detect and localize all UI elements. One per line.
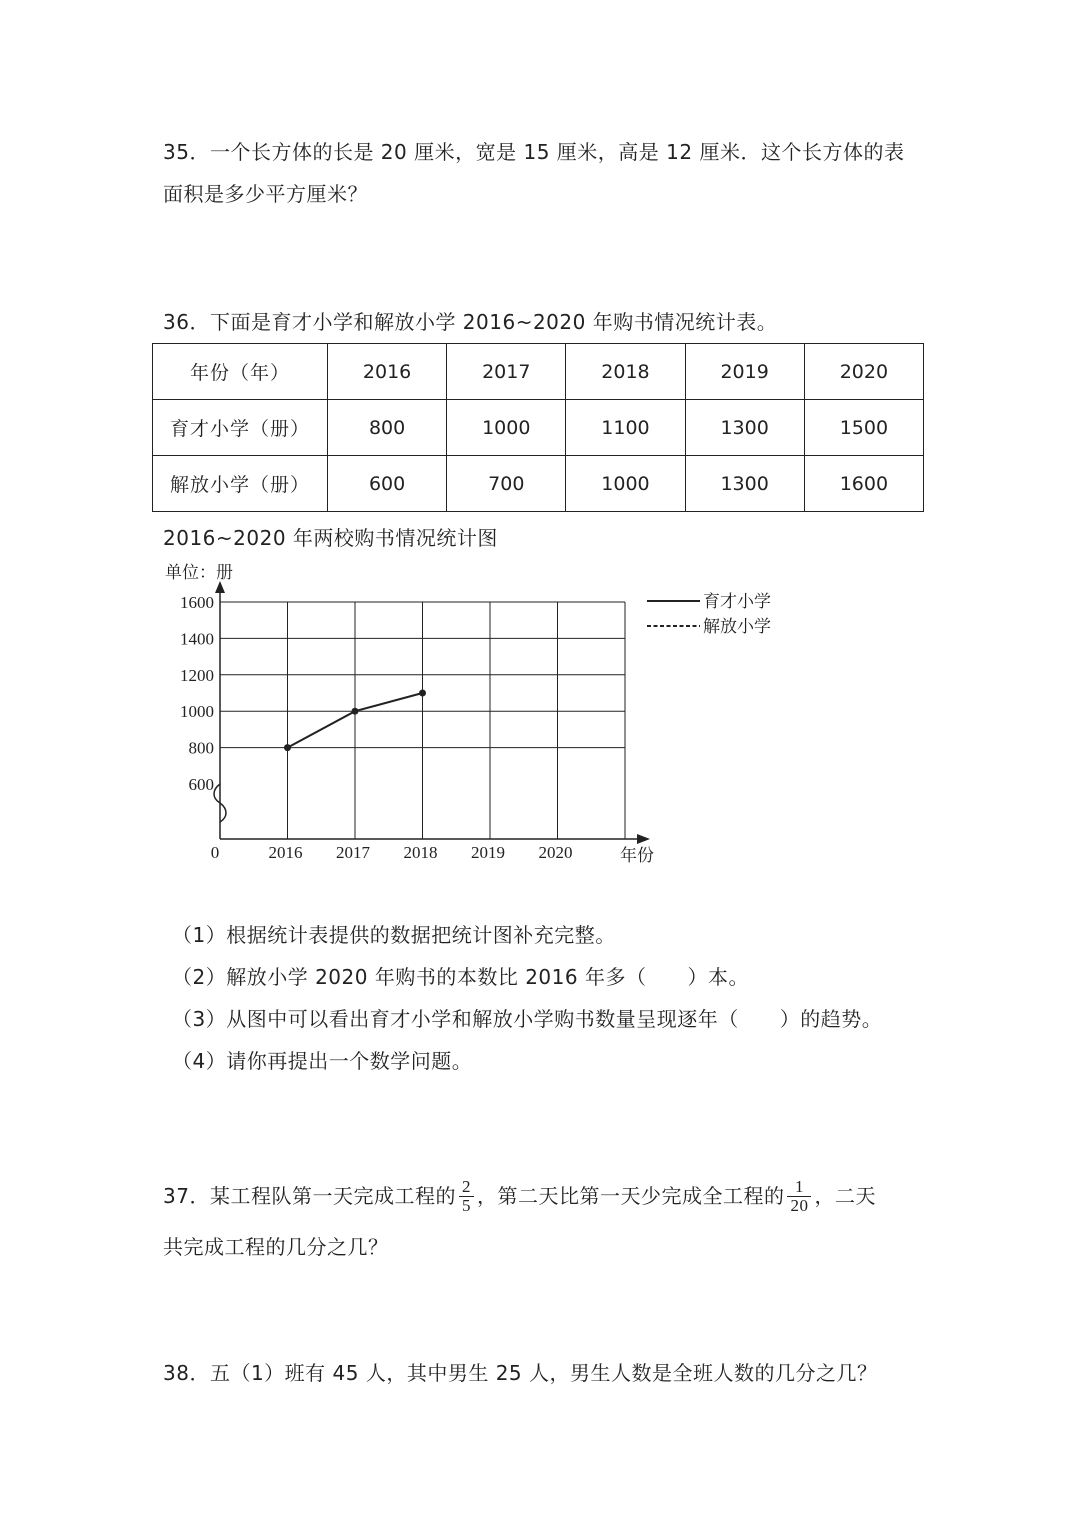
q37-line2: 共完成工程的几分之几？ [163,1235,389,1259]
purchase-stats-table [152,343,924,512]
table-cell: 1500 [804,400,923,456]
data-point [352,708,359,715]
table-cell: 2018 [566,344,685,400]
table-cell: 2017 [447,344,566,400]
table-cell: 600 [328,456,447,512]
q36-sub1: （1）根据统计表提供的数据把统计图补充完整。 [172,923,616,947]
table-cell: 2020 [804,344,923,400]
table-cell: 1600 [804,456,923,512]
x-axis-arrow [637,834,650,844]
data-point [419,690,426,697]
q35-line1: 35．一个长方体的长是 20 厘米，宽是 15 厘米，高是 12 厘米．这个长方体的表 [163,140,905,164]
table-cell: 1100 [566,400,685,456]
chart-title: 2016~2020 年两校购书情况统计图 [163,526,498,550]
legend-label: 育才小学 [703,592,771,612]
table-cell: 2016 [328,344,447,400]
fraction-denominator: 20 [787,1196,811,1215]
x-tick-labels [269,843,573,862]
chart-grid [220,602,625,839]
table-row [153,456,924,512]
q36-sub4: （4）请你再提出一个数学问题。 [172,1049,473,1073]
origin-label: 0 [210,843,220,862]
x-tick-label: 2017 [336,843,370,862]
q37-text-b: ，第二天比第一天少完成全工程的 [476,1184,785,1208]
table-cell: 2019 [685,344,804,400]
table-header-row [153,344,924,400]
table-cell: 1300 [685,456,804,512]
x-tick-label: 2020 [538,843,573,862]
line-chart [160,560,800,880]
unit-label: 单位：册 [165,563,233,583]
y-tick-label: 1000 [180,702,214,722]
table-cell: 1000 [566,456,685,512]
q38-line1: 38．五（1）班有 45 人，其中男生 25 人，男生人数是全班人数的几分之几？ [163,1361,878,1385]
fraction-two-fifths [459,1178,474,1215]
y-tick-label: 800 [188,738,214,758]
fraction-one-twentieth [787,1178,811,1215]
y-tick-labels [180,593,214,794]
fraction-numerator: 2 [461,1176,471,1196]
y-tick-label: 600 [188,775,214,794]
q36-sub3: （3）从图中可以看出育才小学和解放小学购书数量呈现逐年（ ）的趋势。 [172,1007,883,1031]
chart-axes [214,581,650,844]
x-tick-label: 2019 [471,843,505,862]
q35-line2: 面积是多少平方厘米？ [163,182,368,206]
data-point [284,744,291,751]
table-cell: 解放小学（册） [153,456,328,512]
fraction-numerator: 1 [794,1176,804,1196]
table-cell: 育才小学（册） [153,400,328,456]
y-tick-label: 1200 [180,665,214,685]
q36-sub2: （2）解放小学 2020 年购书的本数比 2016 年多（ ）本。 [172,965,749,989]
q36-intro: 36．下面是育才小学和解放小学 2016~2020 年购书情况统计表。 [163,310,778,334]
table-cell: 年份（年） [153,344,328,400]
q37-text-a: 37．某工程队第一天完成工程的 [163,1184,456,1208]
table-cell: 1300 [685,400,804,456]
table-row [153,400,924,456]
x-tick-label: 2016 [268,843,303,862]
y-tick-label: 1400 [180,629,214,649]
q37-text-c: ，二天 [814,1184,876,1208]
table-cell: 1000 [447,400,566,456]
legend-label: 解放小学 [703,617,771,637]
y-tick-label: 1600 [180,593,214,612]
fraction-denominator: 5 [459,1196,474,1215]
table-cell: 700 [447,456,566,512]
table-cell: 800 [328,400,447,456]
q37-line1 [163,1174,876,1218]
x-tick-label: 2018 [403,843,438,862]
chart-legend [647,592,771,637]
x-axis-title: 年份 [620,846,654,866]
